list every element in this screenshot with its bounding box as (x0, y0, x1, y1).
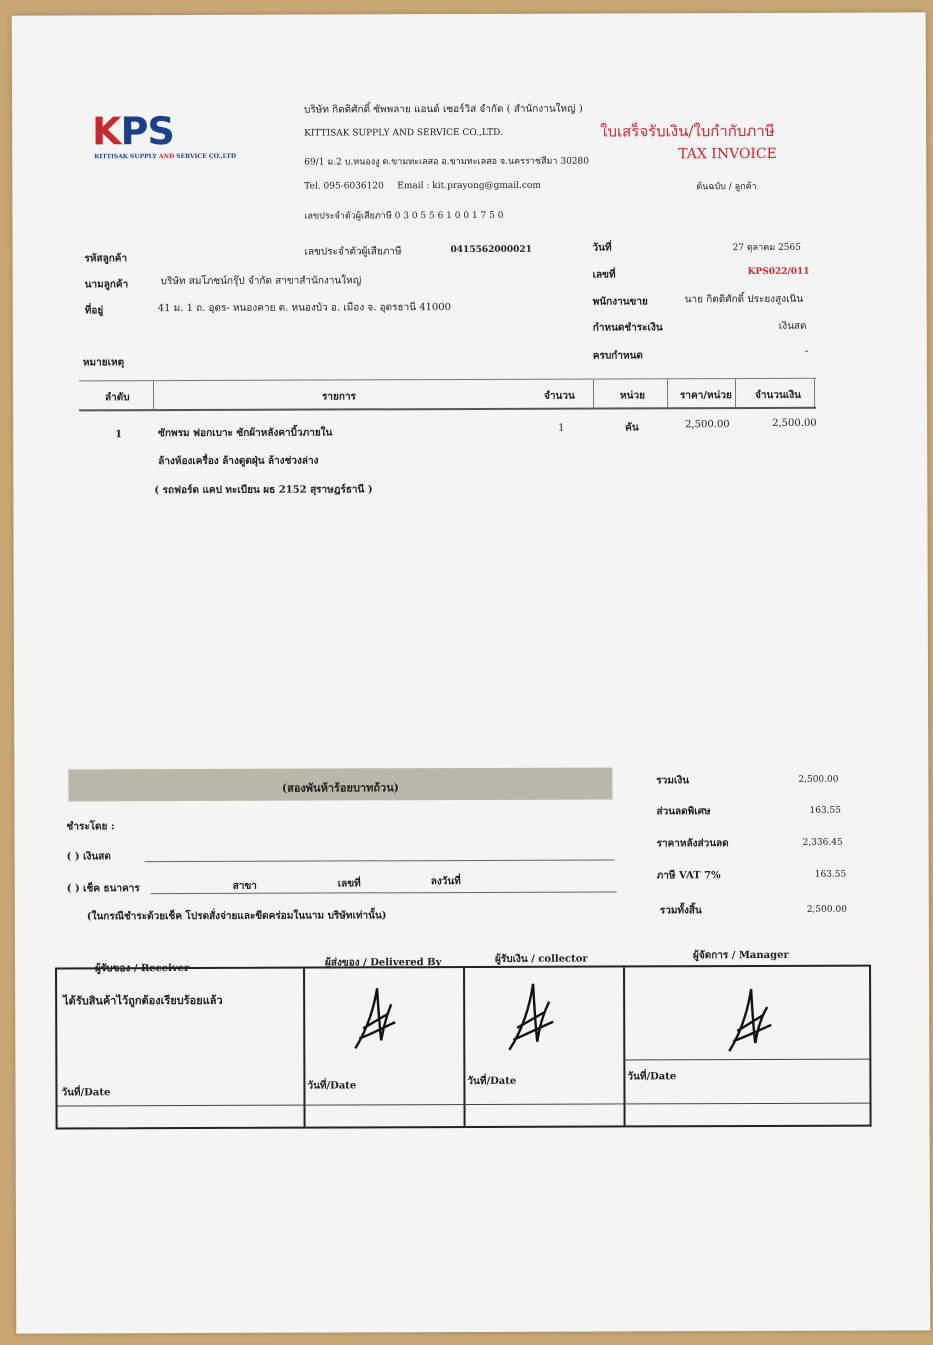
total-value-subtotal: 2,500.00 (798, 774, 839, 785)
col-divider (153, 381, 154, 409)
payment-number-label: เลขที่ (337, 878, 361, 890)
col-divider (593, 380, 594, 408)
col-divider (814, 379, 815, 407)
company-logo-subtitle: KITTISAK SUPPLY AND SERVICE CO.,LTD (94, 152, 237, 161)
sig-manager-date: วันที่/Date (627, 1071, 677, 1083)
sig-collector-date: วันที่/Date (467, 1075, 517, 1088)
item-amount: 2,500.00 (772, 417, 817, 429)
date-label: วันที่ (592, 242, 612, 254)
total-value-after-discount: 2,336.45 (802, 837, 843, 848)
sig-divider (303, 969, 306, 1127)
company-logo: KPS (92, 109, 174, 154)
sig-divider (463, 968, 466, 1126)
sig-received-note: ได้รับสินค้าไว้ถูกต้องเรียบร้อยแล้ว (63, 993, 223, 1008)
collector-signature-icon (505, 980, 557, 1054)
sig-receiver-label: ผู้รับของ / Receiver (95, 962, 190, 975)
sig-receiver-date: วันที่/Date (61, 1087, 111, 1099)
invoice-no-value: KPS022/011 (747, 266, 810, 278)
th-unit: หน่วย (620, 390, 645, 402)
sales-value: นาย กิตติศักดิ์ ประยงสูงเนิน (684, 293, 804, 306)
date-value: 27 ตุลาคม 2565 (732, 242, 801, 254)
due-value: - (804, 345, 809, 357)
total-label-subtotal: รวมเงิน (656, 775, 690, 787)
sig-collector-label: ผู้รับเงิน / collector (494, 953, 588, 965)
item-line-3: ( รถฟอร์ด แคป ทะเบียน ผธ 2152 สุราษฎร์ธานี ) (154, 484, 373, 497)
item-line-2: ล้างห้องเครื่อง ล้างดูดฝุ่น ล้างช่วงล่าง (158, 455, 319, 468)
doc-copy-label: ต้นฉบับ / ลูกค้า (696, 181, 757, 193)
manager-signature-icon (725, 985, 775, 1055)
th-qty: จำนวน (544, 390, 575, 402)
doc-title-en: TAX INVOICE (678, 145, 777, 163)
sig-delivered-date: วันที่/Date (307, 1080, 357, 1092)
note-label: หมายเหตุ (82, 357, 125, 369)
total-label-after-discount: ราคาหลังส่วนลด (656, 838, 729, 850)
col-divider (667, 379, 668, 407)
total-label-vat: ภาษี VAT 7% (656, 870, 721, 882)
company-name-en: KITTISAK SUPPLY AND SERVICE CO.,LTD. (304, 127, 503, 139)
sales-label: พนักงานขาย (592, 296, 648, 308)
payment-label: ชำระโดย : (66, 821, 115, 833)
items-table-header (79, 378, 816, 412)
sig-manager-line (623, 1059, 869, 1061)
item-unit: คัน (625, 422, 639, 434)
col-divider (735, 379, 736, 407)
sig-manager-label: ผู้จัดการ / Manager (692, 949, 789, 962)
terms-label: กำหนดชำระเงิน (592, 322, 663, 334)
th-amount: จำนวนเงิน (755, 389, 801, 402)
customer-address-label: ที่อยู่ (84, 305, 104, 317)
customer-address: 41 ม. 1 ถ. อุดร- หนองคาย ต. หนองบัว อ. เมือง จ. อุดรธานี 41000 (157, 302, 452, 315)
doc-title-th: ใบเสร็จรับเงิน/ใบกำกับภาษี (600, 121, 775, 141)
customer-tax-label: เลขประจำตัวผู้เสียภาษี (304, 246, 402, 258)
payment-cash: ( ) เงินสด (66, 851, 111, 863)
company-address: 69/1 ม.2 บ.หนองงู ต.ขามทะเลสอ อ.ขามทะเลสอ จ.นครราชสีมา 30280 (304, 156, 589, 168)
customer-name-label: นามลูกค้า (84, 279, 129, 291)
amount-words: (สองพันห้าร้อยบาทถ้วน) (281, 781, 399, 795)
company-tax-id: เลขประจำตัวผู้เสียภาษี 0 3 0 5 5 6 1 0 0 1 7 5 0 (304, 210, 504, 222)
company-tel: Tel. 095-6036120 (304, 181, 384, 192)
th-price: ราคา/หน่วย (680, 390, 732, 402)
total-label-grand: รวมทั้งสิ้น (659, 905, 702, 917)
payment-dated-label: ลงวันที่ (430, 876, 461, 888)
item-qty: 1 (558, 422, 565, 434)
total-label-discount: ส่วนลดพิเศษ (656, 806, 711, 818)
sig-delivered-label: ผู้ส่งของ / Delivered By (324, 957, 442, 969)
company-name-th: บริษัท กิตติศักดิ์ ซัพพลาย แอนด์ เซอร์วิส จำกัด ( สำนักงานใหญ่ ) (304, 103, 583, 116)
terms-value: เงินสด (778, 320, 807, 332)
payment-note: (ในกรณีชำระด้วยเช็ค โปรดสั่งจ่ายและขีดคร่อมในนาม บริษัทเท่านั้น) (86, 910, 387, 923)
amount-words-bar (68, 768, 612, 802)
customer-name: บริษัท สมโภชน์กรุ๊ป จำกัด สาขาสำนักงานใหญ่ (160, 275, 362, 288)
customer-code-label: รหัสลูกค้า (84, 253, 128, 265)
item-no: 1 (115, 429, 123, 441)
due-label: ครบกำหนด (592, 350, 643, 362)
delivered-signature-icon (351, 984, 399, 1052)
item-line-1: ซักพรม ฟอกเบาะ ซักผ้าหลังคาบิ้วภายใน (158, 427, 333, 440)
th-description: รายการ (322, 391, 356, 403)
payment-cheque: ( ) เช็ค ธนาคาร (66, 883, 140, 895)
total-value-discount: 163.55 (809, 805, 842, 816)
invoice-sheet (12, 12, 931, 1333)
company-email: Email : kit.prayong@gmail.com (397, 180, 541, 192)
payment-branch-label: สาขา (232, 880, 257, 892)
item-price: 2,500.00 (685, 419, 730, 431)
sig-divider (623, 967, 626, 1125)
cash-line (145, 859, 615, 862)
invoice-no-label: เลขที่ (592, 269, 616, 281)
total-value-vat: 163.55 (814, 869, 847, 880)
signature-box (55, 965, 872, 1130)
customer-tax-id: 0415562000021 (450, 244, 532, 256)
total-value-grand: 2,500.00 (806, 904, 847, 915)
th-no: ลำดับ (105, 392, 130, 404)
cheque-line (151, 891, 617, 894)
